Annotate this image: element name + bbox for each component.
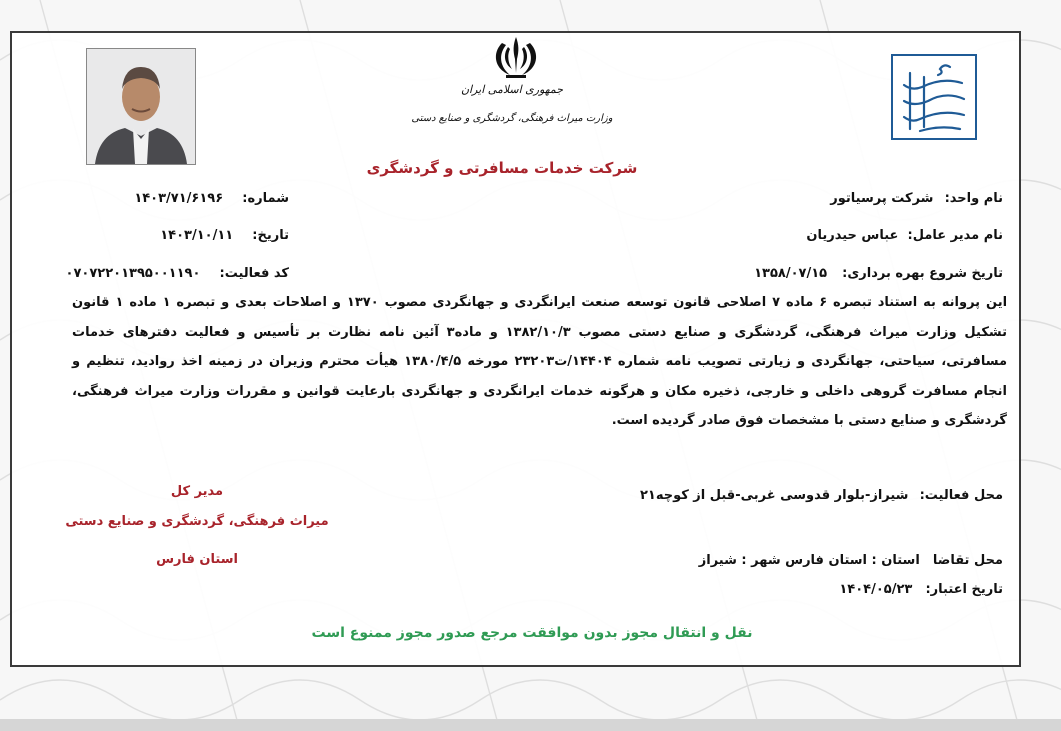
validity-label: تاریخ اعتبار: [925,582,1003,597]
activity-code-row [66,262,289,281]
request-place-row [699,549,1003,568]
unit-name-row [830,187,1003,206]
activity-code-label: کد فعالیت: [219,266,289,281]
activity-place-row [640,484,1003,503]
activity-place-value: شیراز-بلوار قدوسی غربی-قبل از کوچه۲۱ [639,488,909,503]
start-date-value: ۱۳۵۸/۰۷/۱۵ [754,266,828,281]
activity-place-label: محل فعالیت: [919,488,1003,503]
ministry-logo [890,53,978,141]
manager-photo [86,48,196,165]
signature-province: استان فارس [156,552,238,567]
transfer-prohibition-note: نقل و انتقال مجوز بدون موافقت مرجع صدور مجوز ممنوع است [311,625,753,641]
date-label: تاریخ: [252,228,289,243]
manager-label: نام مدیر عامل: [907,228,1003,243]
company-title: شرکت خدمات مسافرتی و گردشگری [366,159,638,177]
number-label: شماره: [242,191,289,206]
number-value: ۱۴۰۳/۷۱/۶۱۹۶ [134,191,224,206]
ministry-logo-icon [890,53,978,141]
manager-row [806,224,1003,243]
start-date-row [754,262,1003,281]
request-place-value: استان : استان فارس شهر : شیراز [698,553,920,568]
person-portrait-icon [87,49,195,164]
validity-value: ۱۴۰۴/۰۵/۲۳ [839,582,913,597]
signature-org: میراث فرهنگی، گردشگری و صنایع دستی [65,514,329,529]
license-card [10,31,1021,667]
validity-row [839,578,1003,597]
signature-title: مدیر کل [170,484,224,499]
bottom-scroll-strip [0,719,1061,731]
gov-name: جمهوری اسلامی ایران [460,83,564,96]
unit-name-label: نام واحد: [944,191,1003,206]
number-row [134,187,289,206]
activity-code-value: ۰۷۰۷۲۲۰۱۳۹۵۰۰۱۱۹۰ [65,266,201,281]
start-date-label: تاریخ شروع بهره برداری: [842,266,1003,281]
ministry-name: وزارت میراث فرهنگی، گردشگری و صنایع دستی [411,113,613,124]
request-place-label: محل تقاضا [932,553,1003,568]
unit-name-value: شرکت پرسیاتور [830,191,934,206]
iran-emblem-icon [488,35,544,83]
license-body-text: این پروانه به استناد تبصره ۶ ماده ۷ اصلاحی قانون توسعه صنعت ایرانگردی و جهانگردی مصوب ۱۳۷۰ و اصلاحات بعدی و تبصره ۱ ماده ۱ قانون تشکیل وزارت میراث فرهنگی، گردشگری و صنایع دستی مصوب ۱۳۸۲/۱۰/۳ و ماده۳ آئین نامه نظارت بر تأسیس و فعالیت دفترهای خدمات مسافرتی، سیاحتی، جهانگردی و زیارتی تصویب نامه شماره ۱۴۴۰۴/ت۲۳۲۰۳ مورخه ۱۳۸۰/۴/۵ هیأت محترم وزیران در زمینه اخذ روادید، تنظیم و انجام مسافرت گروهی داخلی و خارجی، ذخیره مکان و هرگونه خدمات ایرانگردی و جهانگردی بارعایت قوانین و مقررات وزارت میراث فرهنگی، گردشگری و صنایع دستی با مشخصات فوق صادر گردیده است. [72,295,1008,428]
manager-value: عباس حیدریان [806,228,899,243]
date-value: ۱۴۰۳/۱۰/۱۱ [160,228,234,243]
date-row [160,224,289,243]
